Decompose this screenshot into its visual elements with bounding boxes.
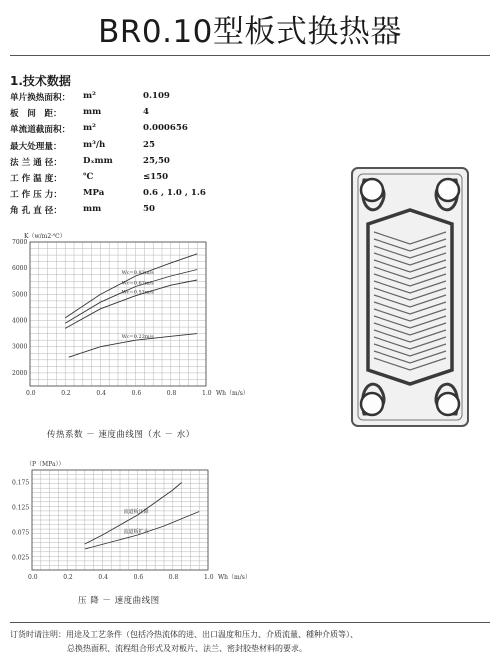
x-tick-label: 0.0 [28, 574, 38, 581]
spec-unit: mm [83, 204, 102, 215]
spec-row [10, 172, 240, 188]
series-label: Wc=0.51m/s [121, 289, 154, 296]
y-tick-label: 2000 [12, 369, 28, 377]
spec-unit: m³/h [83, 139, 106, 150]
y-tick-label: 4000 [12, 317, 28, 325]
page-title: BR0.10型板式换热器 [98, 14, 402, 50]
series-line [65, 270, 197, 324]
spec-row [10, 188, 240, 204]
spec-row [10, 156, 240, 172]
spec-row [10, 140, 240, 156]
spec-row [10, 91, 240, 107]
port-hole-icon [361, 393, 383, 415]
spec-value: 25 [143, 139, 155, 150]
series-label: 流道板压降 [123, 509, 149, 515]
port-hole-icon [361, 179, 383, 201]
spec-unit: m² [83, 123, 96, 134]
x-tick-label: 0.8 [168, 574, 179, 581]
series-label: 流道板扩大 [123, 529, 149, 535]
x-tick-label: 0.0 [26, 390, 36, 397]
order-note-line-1: 订货时请注明：用途及工艺条件（包括冷热流体的进、出口温度和压力、介质流量、種种介质等）、 [10, 630, 358, 639]
pressure-drop-chart [10, 460, 251, 590]
spec-label: 单流道截面积： [10, 125, 71, 136]
port-hole-icon [437, 393, 459, 415]
spec-label: 法 兰 通 径： [10, 157, 62, 168]
y-tick-label: 0.025 [12, 554, 30, 562]
spec-row [10, 107, 240, 123]
y-tick-label: 0.125 [12, 504, 30, 512]
spec-label: 最大处理量： [10, 141, 62, 152]
order-note-line-2: 总换热面积、流程组合形式及对板片、法兰、密封胶垫材料的要求。 [67, 644, 307, 653]
spec-label: 板 间 距： [10, 109, 62, 120]
x-axis-label: Wh（m/s） [218, 574, 251, 581]
spec-value: 4 [143, 107, 149, 118]
spec-unit: Dₓmm [83, 155, 113, 166]
spec-value: 0.000656 [143, 123, 188, 134]
y-tick-label: 6000 [12, 265, 28, 273]
series-label: Wc=0.83m/s [121, 270, 154, 277]
y-tick-label: 5000 [12, 291, 28, 299]
series-label: Wc=0.67m/s [121, 280, 154, 287]
spec-label: 角 孔 直 径： [10, 206, 62, 217]
spec-unit: mm [83, 107, 102, 118]
y-tick-label: 0.075 [12, 529, 30, 537]
spec-value: ≤150 [143, 171, 169, 182]
x-tick-label: 0.2 [61, 390, 71, 397]
x-tick-label: 0.2 [63, 574, 73, 581]
y-tick-label: 7000 [12, 239, 28, 246]
heat-transfer-caption: 传热系数 － 速度曲线图（水 － 水） [47, 430, 195, 440]
spec-label: 单片换热面积： [10, 93, 71, 103]
heat-transfer-chart [10, 232, 249, 412]
spec-label: 工 作 温 度： [10, 173, 62, 184]
plate-illustration [350, 166, 470, 432]
x-tick-label: 0.4 [96, 390, 106, 397]
y-tick-label: 0.175 [12, 479, 30, 487]
x-tick-label: 1.0 [202, 390, 212, 397]
y-tick-label: 3000 [12, 343, 28, 351]
y-axis-label: K（w/m2·℃） [24, 233, 66, 240]
spec-unit: MPa [83, 188, 105, 199]
spec-label: 工 作 压 力： [10, 190, 62, 201]
spec-value: 25,50 [143, 155, 170, 166]
title-divider [10, 55, 490, 56]
order-note [10, 628, 490, 656]
x-axis-label: Wh（m/s） [216, 390, 249, 397]
section-heading: 1.技术数据 [10, 74, 71, 88]
port-hole-icon [437, 179, 459, 201]
x-tick-label: 0.8 [166, 390, 177, 397]
spec-unit: m² [83, 91, 96, 101]
footer-divider [10, 622, 490, 623]
spec-row [10, 204, 240, 220]
spec-row [10, 123, 240, 139]
spec-value: 0.109 [143, 91, 170, 101]
spec-table [10, 91, 240, 221]
x-tick-label: 0.6 [131, 390, 142, 397]
plate-drawing [350, 166, 470, 428]
x-tick-label: 1.0 [204, 574, 214, 581]
x-tick-label: 0.4 [98, 574, 108, 581]
spec-unit: ℃ [83, 171, 94, 182]
series-label: Wc=0.22m/s [121, 334, 154, 341]
x-tick-label: 0.6 [133, 574, 144, 581]
pressure-drop-caption: 压 降 － 速度曲线图 [78, 596, 160, 606]
spec-value: 50 [143, 204, 155, 215]
spec-value: 0.6 , 1.0 , 1.6 [143, 188, 206, 199]
y-axis-label: （P（MPa）） [26, 461, 65, 468]
